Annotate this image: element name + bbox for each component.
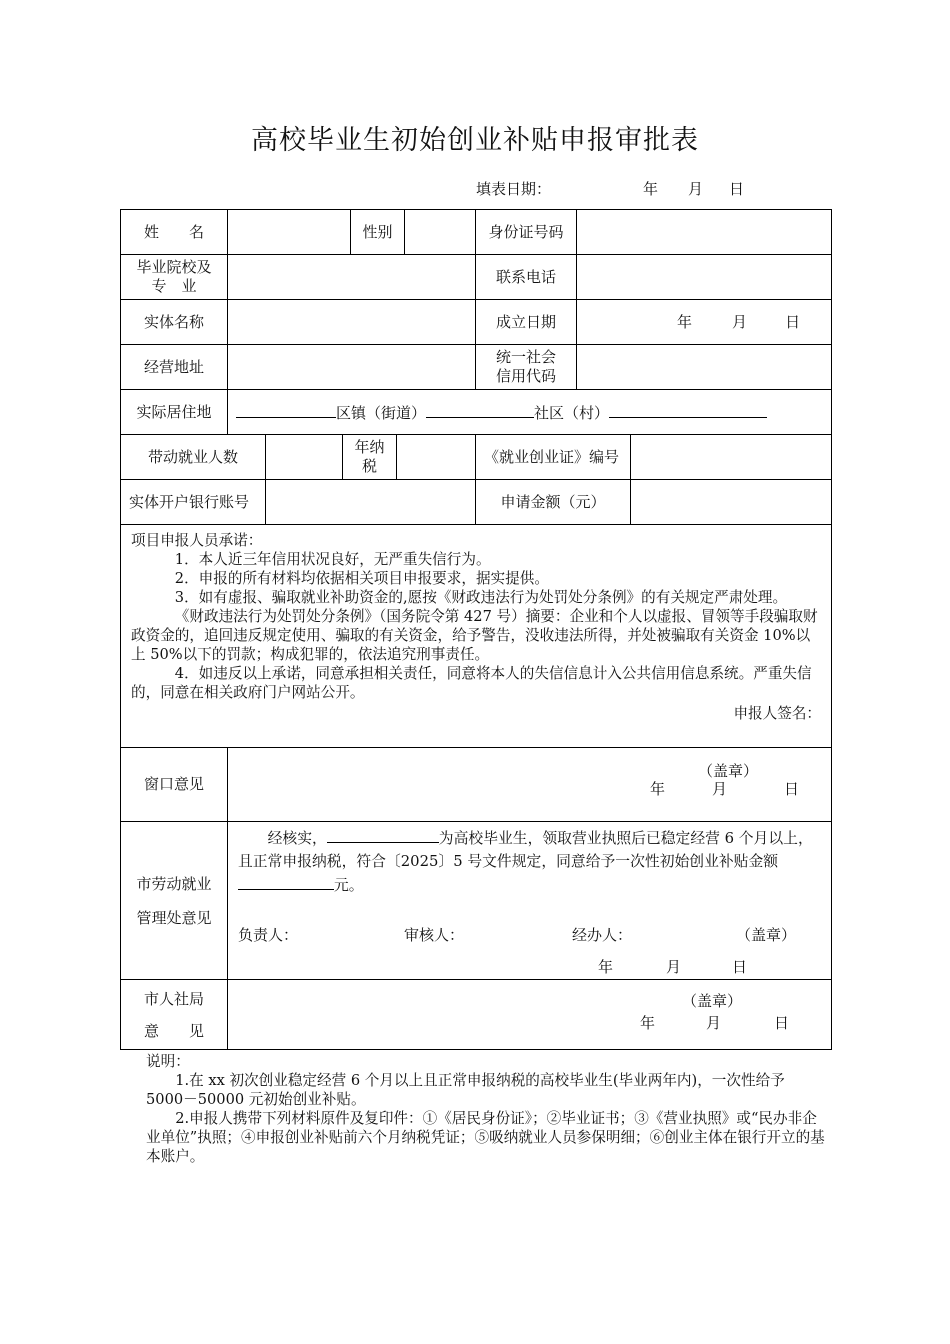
residence-district-blank[interactable] — [236, 401, 336, 418]
founding-date-field[interactable]: 年 月 日 — [577, 300, 832, 345]
fill-date-label: 填表日期： — [476, 180, 552, 198]
application-form — [120, 209, 832, 1050]
commitment-item: 《财政违法行为处罚处分条例》（国务院令第 427 号）摘要：企业和个人以虚报、冒领等手段骗取财政资金的，追回违反规定使用、骗取的有关资金，给予警告，没收违法所得，并处被骗取有关资金 10%以上 50%以下的罚款；构成犯罪的，依法追究刑事责任。 — [131, 608, 818, 663]
window-day: 日 — [784, 780, 800, 798]
fill-date — [476, 178, 744, 199]
commitment-item: 1．本人近三年信用状况良好，无严重失信行为。 — [174, 551, 491, 568]
bureau-opinion-label: 市劳动就业 管理处意见 — [121, 822, 228, 980]
school-major-label: 毕业院校及 专 业 — [121, 255, 228, 300]
cert-number-label: 《就业创业证》编号 — [476, 435, 631, 480]
annual-tax-label: 年纳税 — [343, 435, 397, 480]
id-number-field[interactable] — [577, 210, 832, 255]
bank-account-field[interactable] — [266, 480, 476, 525]
commitment-item: 3．如有虚报、骗取就业补助资金的,愿按《财政违法行为处罚处分条例》的有关规定严肃处理。 — [174, 589, 788, 606]
signature-label: 申报人签名： — [733, 705, 822, 722]
bank-account-label: 实体开户银行账号 — [121, 480, 266, 525]
founding-date-label: 成立日期 — [476, 300, 577, 345]
notes-item: 1.在 xx 初次创业稳定经营 6 个月以上且正常申报纳税的高校毕业生(毕业两年内)，一次性给予 5000－50000 元初始创业补贴。 — [146, 1072, 785, 1108]
name-field[interactable] — [228, 210, 351, 255]
business-address-field[interactable] — [228, 345, 476, 390]
gender-label: 性别 — [351, 210, 405, 255]
window-seal: （盖章） — [698, 762, 759, 780]
window-opinion-field[interactable] — [228, 748, 832, 822]
bureau-opinion-field[interactable] — [228, 822, 832, 980]
phone-label: 联系电话 — [476, 255, 577, 300]
residence-address-blank[interactable] — [609, 401, 767, 418]
hr-month: 月 — [706, 1014, 722, 1032]
employed-count-field[interactable] — [266, 435, 343, 480]
id-number-label: 身份证号码 — [476, 210, 577, 255]
hr-opinion-label: 市人社局 意 见 — [121, 980, 228, 1050]
hr-seal: （盖章） — [682, 992, 743, 1010]
window-month: 月 — [712, 780, 728, 798]
window-year: 年 — [650, 780, 666, 798]
subsidy-amount-blank[interactable] — [238, 873, 334, 890]
fill-date-day: 日 — [729, 180, 745, 198]
entity-name-label: 实体名称 — [121, 300, 228, 345]
notes-section — [146, 1052, 826, 1166]
notes-heading: 说明： — [146, 1053, 190, 1070]
residence-label: 实际居住地 — [121, 390, 228, 435]
business-address-label: 经营地址 — [121, 345, 228, 390]
bureau-opinion-text: 经核实， 为高校毕业生，领取营业执照后已稳定经营 6 个月以上，且正常申报纳税，符合〔2025〕5 号文件规定，同意给予一次性初始创业补贴金额元。 — [238, 826, 818, 897]
employed-count-label: 带动就业人数 — [121, 435, 266, 480]
entity-name-field[interactable] — [228, 300, 476, 345]
notes-item: 2.申报人携带下列材料原件及复印件：①《居民身份证》；②毕业证书；③《营业执照》或“民办非企业单位”执照；④申报创业补贴前六个月纳税凭证；⑤吸纳就业人员参保明细；⑥创业主体在银行开立的基本账户。 — [146, 1110, 825, 1165]
name-label: 姓 名 — [121, 210, 228, 255]
cert-number-field[interactable] — [631, 435, 832, 480]
commitment-section — [121, 525, 832, 748]
apply-amount-field[interactable] — [631, 480, 832, 525]
commitment-item: 4．如违反以上承诺，同意承担相关责任，同意将本人的失信信息计入公共信用信息系统。严重失信的，同意在相关政府门户网站公开。 — [131, 665, 812, 701]
commitment-heading: 项目申报人员承诺： — [131, 532, 263, 549]
phone-field[interactable] — [577, 255, 832, 300]
hr-opinion-field[interactable] — [228, 980, 832, 1050]
residence-community-blank[interactable] — [426, 401, 534, 418]
school-major-field[interactable] — [228, 255, 476, 300]
gender-field[interactable] — [405, 210, 476, 255]
annual-tax-field[interactable] — [397, 435, 476, 480]
apply-amount-label: 申请金额（元） — [476, 480, 631, 525]
bureau-seal: （盖章） — [736, 926, 797, 944]
commitment-item: 2．申报的所有材料均依据相关项目申报要求，据实提供。 — [174, 570, 549, 587]
reviewer-label: 审核人： — [404, 926, 465, 944]
handler-label: 经办人： — [572, 926, 633, 944]
leader-label: 负责人： — [238, 926, 299, 944]
hr-day: 日 — [774, 1014, 790, 1032]
credit-code-field[interactable] — [577, 345, 832, 390]
window-opinion-label: 窗口意见 — [121, 748, 228, 822]
bureau-day: 日 — [732, 958, 748, 976]
hr-year: 年 — [640, 1014, 656, 1032]
bureau-year: 年 — [598, 958, 614, 976]
bureau-month: 月 — [666, 958, 682, 976]
credit-code-label: 统一社会 信用代码 — [476, 345, 577, 390]
fill-date-month: 月 — [688, 180, 704, 198]
fill-date-year: 年 — [643, 180, 659, 198]
residence-field[interactable]: 区镇（街道） 社区（村） — [228, 390, 832, 435]
page-title: 高校毕业生初始创业补贴申报审批表 — [251, 125, 699, 156]
graduate-name-blank[interactable] — [327, 826, 439, 843]
